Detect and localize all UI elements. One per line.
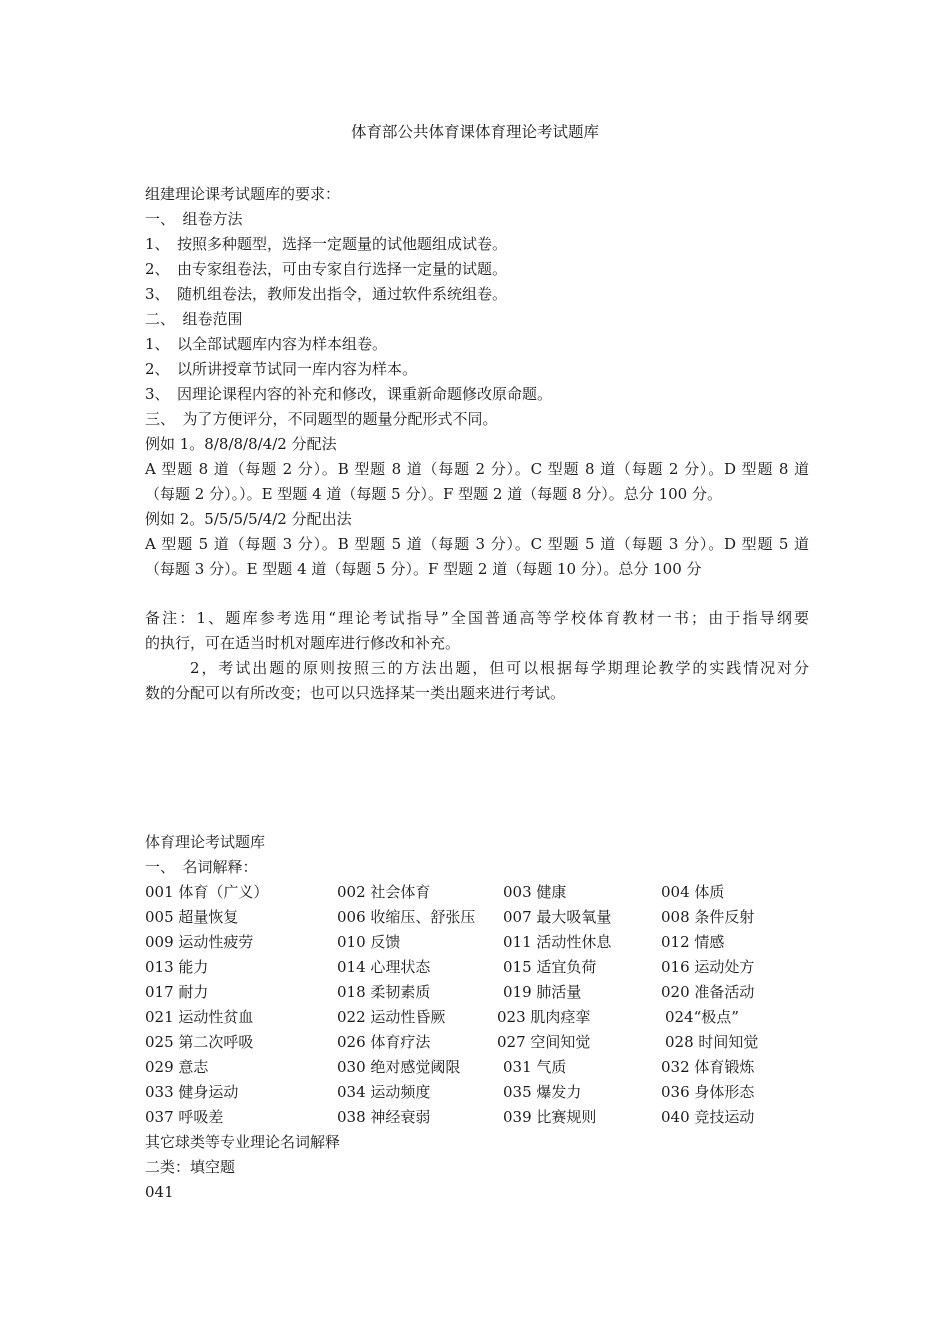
term-item: 003 健康 — [503, 883, 567, 901]
question-number: 041 — [145, 1183, 174, 1201]
term-item: 030 绝对感觉阈限 — [337, 1058, 461, 1076]
list-item: 2、 由专家组卷法，可由专家自行选择一定量的试题。 — [145, 260, 508, 278]
list-item: 3、 因理论课程内容的补充和修改，课重新命题修改原命题。 — [145, 385, 553, 403]
bank-title: 体育理论考试题库 — [145, 833, 266, 851]
term-item: 016 运动处方 — [661, 958, 755, 976]
term-item: 005 超量恢复 — [145, 908, 239, 926]
example-text: A 型题 5 道（每题 3 分）。B 型题 5 道（每题 3 分）。C 型题 5 道（每题 3 分）。D 型题 5 道 — [145, 535, 809, 553]
term-item: 038 神经衰弱 — [337, 1108, 431, 1126]
term-item: 035 爆发力 — [503, 1083, 582, 1101]
example-text: （每题 3 分）。E 型题 4 道（每题 5 分）。F 型题 2 道（每题 10 分）。总分 100 分 — [145, 560, 702, 578]
other-terms-line: 其它球类等专业理论名词解释 — [145, 1133, 341, 1151]
term-item: 022 运动性昏厥 — [337, 1008, 446, 1026]
term-item: 015 适宜负荷 — [503, 958, 597, 976]
term-item: 011 活动性休息 — [503, 933, 612, 951]
term-item: 026 体育疗法 — [337, 1033, 431, 1051]
term-item: 018 柔韧素质 — [337, 983, 431, 1001]
term-item: 012 情感 — [661, 933, 725, 951]
term-item: 023 肌肉痉挛 — [497, 1008, 591, 1026]
term-item: 037 呼吸差 — [145, 1108, 224, 1126]
section-heading: 三、 为了方便评分，不同题型的题量分配形式不同。 — [145, 410, 498, 428]
term-item: 031 气质 — [503, 1058, 567, 1076]
note-text: 备注：1、题库参考选用“理论考试指导”全国普通高等学校体育教材一书；由于指导纲要 — [145, 609, 809, 627]
term-item: 021 运动性贫血 — [145, 1008, 254, 1026]
term-item: 027 空间知觉 — [497, 1033, 591, 1051]
section-heading: 二类：填空题 — [145, 1158, 236, 1176]
term-item: 034 运动频度 — [337, 1083, 431, 1101]
term-item: 029 意志 — [145, 1058, 209, 1076]
term-item: 032 体育锻炼 — [661, 1058, 755, 1076]
note-text: 2，考试出题的原则按照三的方法出题，但可以根据每学期理论教学的实践情况对分 — [190, 659, 809, 677]
requirements-heading: 组建理论课考试题库的要求： — [145, 185, 341, 203]
list-item: 3、 随机组卷法，教师发出指令，通过软件系统组卷。 — [145, 285, 508, 303]
term-item: 040 竞技运动 — [661, 1108, 755, 1126]
term-item: 014 心理状态 — [337, 958, 431, 976]
term-item: 013 能力 — [145, 958, 209, 976]
note-text: 的执行，可在适当时机对题库进行修改和补充。 — [145, 634, 461, 652]
example-text: A 型题 8 道（每题 2 分）。B 型题 8 道（每题 2 分）。C 型题 8 道（每题 2 分）。D 型题 8 道 — [145, 460, 809, 478]
term-item: 025 第二次呼吸 — [145, 1033, 254, 1051]
page-title: 体育部公共体育课体育理论考试题库 — [350, 123, 599, 141]
term-item: 001 体育（广义） — [145, 883, 269, 901]
list-item: 1、 按照多种题型，选择一定题量的试他题组成试卷。 — [145, 235, 508, 253]
term-item: 039 比赛规则 — [503, 1108, 597, 1126]
term-item: 024“极点” — [665, 1008, 739, 1026]
example-label: 例如 2。5/5/5/5/4/2 分配出法 — [145, 510, 352, 528]
term-item: 020 准备活动 — [661, 983, 755, 1001]
term-item: 006 收缩压、舒张压 — [337, 908, 476, 926]
term-item: 009 运动性疲劳 — [145, 933, 254, 951]
term-item: 004 体质 — [661, 883, 725, 901]
term-item: 033 健身运动 — [145, 1083, 239, 1101]
note-text: 数的分配可以有所改变；也可以只选择某一类出题来进行考试。 — [145, 684, 566, 702]
term-item: 007 最大吸氧量 — [503, 908, 612, 926]
term-item: 002 社会体育 — [337, 883, 431, 901]
section-heading: 一、 名词解释： — [145, 858, 258, 876]
term-item: 017 耐力 — [145, 983, 209, 1001]
term-item: 019 肺活量 — [503, 983, 582, 1001]
term-item: 036 身体形态 — [661, 1083, 755, 1101]
term-item: 010 反馈 — [337, 933, 401, 951]
term-item: 028 时间知觉 — [665, 1033, 759, 1051]
list-item: 1、 以全部试题库内容为样本组卷。 — [145, 335, 388, 353]
section-heading: 二、 组卷范围 — [145, 310, 243, 328]
section-heading: 一、 组卷方法 — [145, 210, 243, 228]
example-label: 例如 1。8/8/8/8/4/2 分配法 — [145, 435, 337, 453]
list-item: 2、 以所讲授章节试同一库内容为样本。 — [145, 360, 418, 378]
term-item: 008 条件反射 — [661, 908, 755, 926]
example-text: （每题 2 分）。）。E 型题 4 道（每题 5 分）。F 型题 2 道（每题 8 分）。总分 100 分。 — [145, 485, 722, 503]
